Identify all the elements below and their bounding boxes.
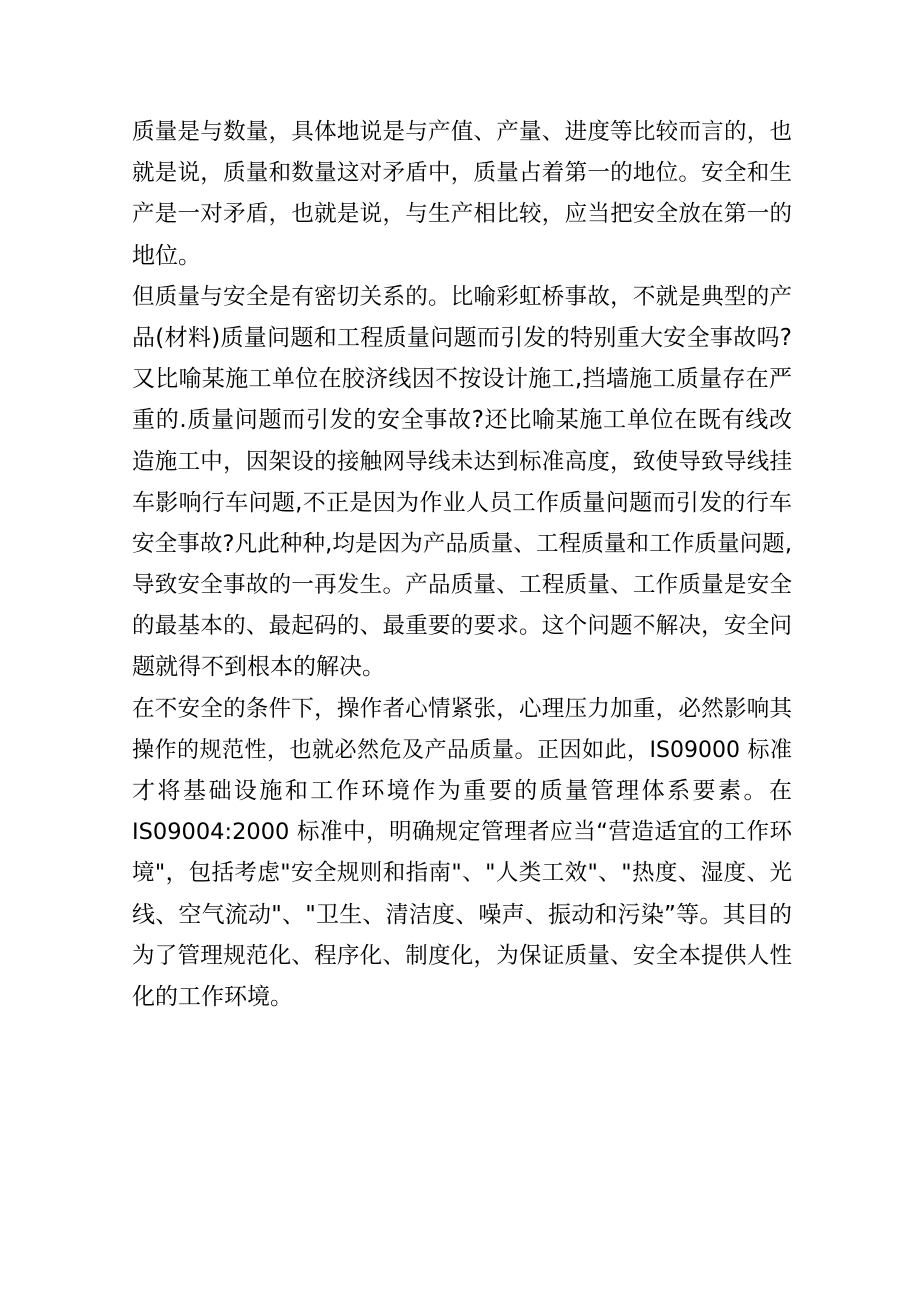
- text-line: 地位。: [132, 242, 201, 269]
- text-line: 造施工中，因架设的接触网导线未达到标准高度，致使导致导线挂: [132, 448, 792, 475]
- text-line: 题就得不到根本的解决。: [132, 654, 385, 681]
- text-line: 但质量与安全是有密切关系的。比喻彩虹桥事故，不就是典型的产: [132, 283, 792, 310]
- text-line: 车影响行车问题,不正是因为作业人员工作质量问题而引发的行车: [132, 489, 792, 516]
- text-line: 境"，包括考虑"安全规则和指南"、"人类工效"、"热度、湿度、光: [132, 860, 792, 887]
- text-line: 重的.质量问题而引发的安全事故?还比喻某施工单位在既有线改: [132, 407, 792, 434]
- paragraph-quality-and-safety: [132, 277, 792, 689]
- text-line: 线、空气流动"、"卫生、清洁度、噪声、振动和污染”等。其目的: [132, 901, 792, 928]
- text-line: 质量是与数量，具体地说是与产值、产量、进度等比较而言的，也: [132, 119, 792, 145]
- text-line: 安全事故?凡此种种,均是因为产品质量、工程质量和工作质量问题,: [132, 530, 792, 557]
- paragraph-quality-vs-quantity: [132, 112, 792, 277]
- document-body: [132, 112, 792, 1018]
- text-line: 的最基本的、最起码的、最重要的要求。这个问题不解决，安全问: [132, 613, 792, 640]
- text-line: 导致安全事故的一再发生。产品质量、工程质量、工作质量是安全: [132, 572, 792, 599]
- text-line: 就是说，质量和数量这对矛盾中，质量占着第一的地位。安全和生: [132, 160, 792, 187]
- text-line: 为了管理规范化、程序化、制度化，为保证质量、安全本提供人性: [132, 942, 792, 969]
- text-line: 化的工作环境。: [132, 983, 293, 1010]
- text-line: IS09004:2000 标准中，明确规定管理者应当“营造适宜的工作环: [132, 819, 792, 846]
- text-line: 操作的规范性，也就必然危及产品质量。正因如此，IS09000 标准: [132, 737, 792, 763]
- text-line: 在不安全的条件下，操作者心情紧张，心理压力加重，必然影响其: [132, 695, 792, 722]
- text-line: 产是一对矛盾，也就是说，与生产相比较，应当把安全放在第一的: [132, 201, 792, 228]
- text-line: 品(材料)质量问题和工程质量问题而引发的特别重大安全事故吗?: [132, 324, 792, 351]
- text-line: 又比喻某施工单位在胶济线因不按设计施工,挡墙施工质量存在严: [132, 366, 792, 393]
- text-line: 才将基础设施和工作环境作为重要的质量管理体系要素。在: [132, 778, 792, 804]
- paragraph-work-environment: [132, 689, 792, 1019]
